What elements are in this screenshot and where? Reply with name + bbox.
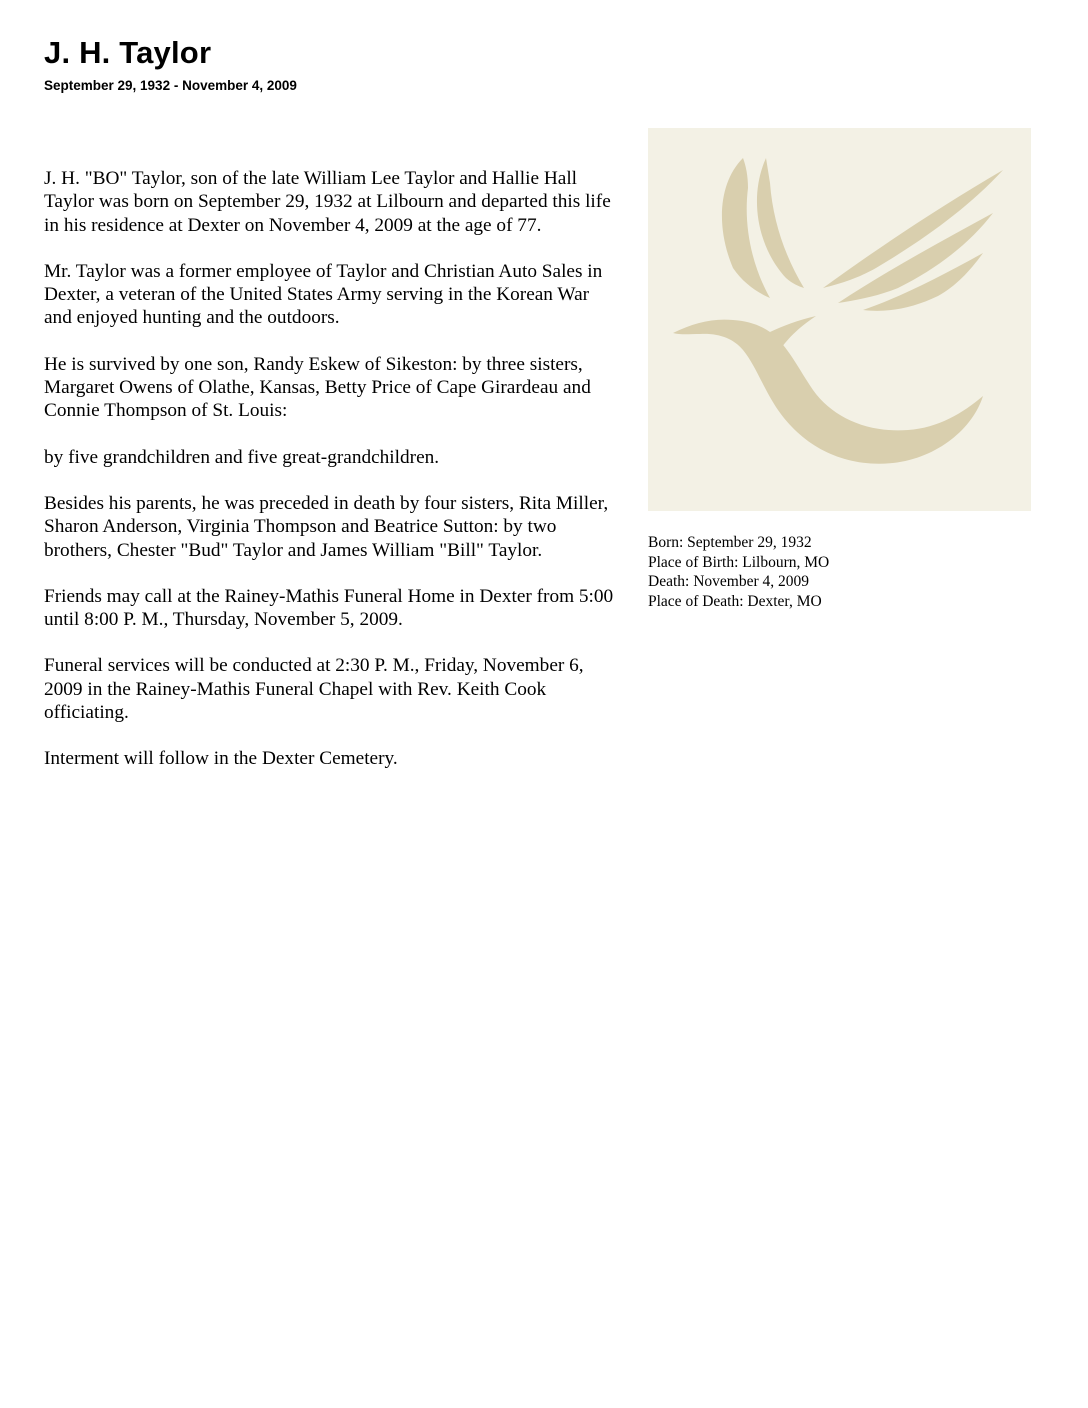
memorial-image bbox=[648, 128, 1031, 511]
place-of-death: Place of Death: Dexter, MO bbox=[648, 592, 822, 610]
obituary-paragraph: J. H. "BO" Taylor, son of the late William Lee Taylor and Hallie Hall Taylor was born on September 29, 1932 at Lilbourn and departed this life in his residence at Dexter on November 4, 2009 at the age of 77. bbox=[44, 168, 611, 236]
obituary-paragraph: by five grandchildren and five great-grandchildren. bbox=[44, 446, 440, 468]
death-date: Death: November 4, 2009 bbox=[648, 573, 809, 590]
vital-facts bbox=[648, 533, 1028, 611]
obituary-paragraph: He is survived by one son, Randy Eskew of Sikeston: by three sisters, Margaret Owens of Olathe, Kansas, Betty Price of Cape Girardeau and Connie Thompson of St. Louis: bbox=[44, 353, 591, 422]
deceased-name: J. H. Taylor bbox=[44, 35, 212, 70]
obituary-text bbox=[44, 167, 614, 794]
dove-icon bbox=[648, 128, 1031, 511]
obituary-paragraph: Friends may call at the Rainey-Mathis Funeral Home in Dexter from 5:00 until 8:00 P. M., Thursday, November 5, 2009. bbox=[44, 585, 614, 631]
obituary-paragraph: Besides his parents, he was preceded in death by four sisters, Rita Miller, Sharon Anderson, Virginia Thompson and Beatrice Sutton: by two brothers, Chester "Bud" Taylor and James William "Bill" Taylor. bbox=[44, 492, 609, 561]
obituary-header bbox=[44, 34, 297, 96]
obituary-paragraph: Funeral services will be conducted at 2:30 P. M., Friday, November 6, 2009 in the Rainey-Mathis Funeral Chapel with Rev. Keith Cook officiating. bbox=[44, 655, 584, 724]
born-date: Born: September 29, 1932 bbox=[648, 534, 812, 551]
obituary-paragraph: Mr. Taylor was a former employee of Taylor and Christian Auto Sales in Dexter, a veteran of the United States Army serving in the Korean War and enjoyed hunting and the outdoors. bbox=[44, 260, 603, 329]
place-of-birth: Place of Birth: Lilbourn, MO bbox=[648, 553, 830, 571]
life-dates: September 29, 1932 - November 4, 2009 bbox=[44, 78, 297, 93]
obituary-paragraph: Interment will follow in the Dexter Cemetery. bbox=[44, 748, 398, 770]
